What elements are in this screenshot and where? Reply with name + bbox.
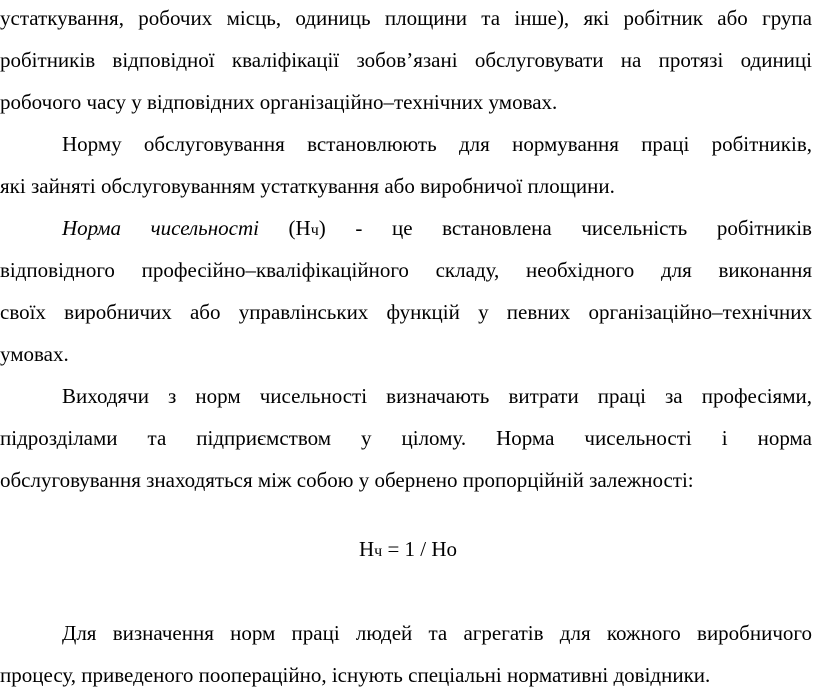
paragraph-line: відповідного професійно–кваліфікаційного складу, необхідного для виконання — [0, 258, 812, 282]
paragraph-line: процесу, приведеного поопераційно, існують спеціальні нормативні довідники. — [0, 663, 711, 687]
paragraph-line: умовах. — [0, 342, 69, 366]
paragraph-line: устаткування, робочих місць, одиниць площини та інше), які робітник або група — [0, 6, 812, 30]
formula-lhs-sub: ч — [374, 543, 383, 560]
formula-lhs: Н — [358, 537, 375, 561]
term-symbol-sub: ч — [310, 222, 319, 239]
formula-rhs: = 1 / Но — [382, 537, 458, 561]
paragraph-line: робочого часу у відповідних організаційно–технічних умовах. — [0, 90, 558, 114]
paragraph-line: робітників відповідної кваліфікації зобов’язані обслуговувати на протязі одиниці — [0, 48, 812, 72]
paragraph-line: підрозділами та підприємством у цілому. Норма чисельності і норма — [0, 426, 812, 450]
term-symbol-open: (Н — [258, 216, 311, 240]
term-symbol-close: ) - — [318, 216, 363, 240]
paragraph-line: які зайняті обслуговуванням устаткування або виробничої площини. — [0, 174, 615, 198]
formula — [0, 534, 816, 564]
paragraph-line: своїх виробничих або управлінських функцій у певних організаційно–технічних — [0, 300, 812, 324]
paragraph-line: Для визначення норм праці людей та агрегатів для кожного виробничого — [62, 621, 812, 645]
paragraph-line: Виходячи з норм чисельності визначають витрати праці за професіями, — [62, 384, 812, 408]
definition-line — [62, 213, 812, 243]
paragraph-line: обслуговування знаходяться між собою у обернено пропорційній залежності: — [0, 468, 694, 492]
definition-text: це встановлена чисельність робітників — [362, 216, 812, 240]
paragraph-line: Норму обслуговування встановлюють для нормування праці робітників, — [62, 132, 812, 156]
defined-term: Норма чисельності — [62, 216, 259, 240]
